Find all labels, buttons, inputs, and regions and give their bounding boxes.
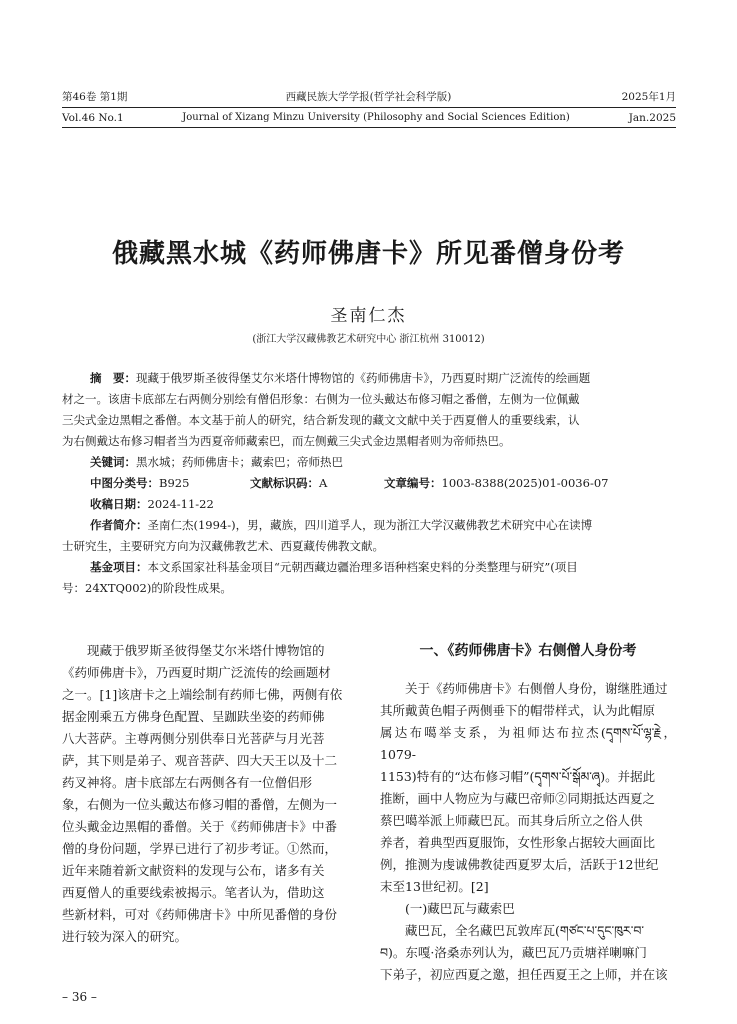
received-label: 收稿日期：	[90, 497, 148, 511]
issue-date-en: Jan.2025	[628, 112, 676, 124]
section-heading: 一、《药师佛唐卡》右侧僧人身份考	[419, 643, 637, 659]
body-line: 象，右侧为一位头戴达布修习帽的番僧，左侧为一	[62, 797, 338, 812]
body-line: 现藏于俄罗斯圣彼得堡艾尔米塔什博物馆的	[87, 643, 325, 658]
bio-text-1: 圣南仁杰(1994-)，男，藏族，四川道孚人，现为浙江大学汉藏佛教艺术研究中心在读博	[147, 518, 593, 532]
bio-line-2: 士研究生，主要研究方向为汉藏佛教艺术、西夏藏传佛教文献。	[62, 539, 384, 553]
fund-text-1: 本文系国家社科基金项目“元朝西藏边疆治理多语种档案史料的分类整理与研究”(项目	[147, 560, 578, 574]
volume-issue-cn: 第46卷 第1期	[62, 91, 128, 103]
article-title: 俄藏黑水城《药师佛唐卡》所见番僧身份考	[111, 239, 625, 269]
body-line: 《药师佛唐卡》，乃西夏时期广泛流传的绘画题材	[62, 665, 331, 680]
abstract-line-4: 为右侧戴达布修习帽者当为西夏帝师藏索巴，而左侧戴三尖式金边黑帽者则为帝师热巴。	[62, 434, 511, 448]
body-right-column	[380, 640, 676, 986]
abstract-line-3: 三尖式金边黑帽之番僧。本文基于前人的研究，结合新发现的藏文文献中关于西夏僧人的重要线索，认	[62, 413, 580, 427]
abstract-block	[62, 368, 676, 599]
keywords-label: 关键词：	[90, 455, 136, 469]
bio-label: 作者简介：	[90, 518, 148, 532]
body-line: 位头戴金边黑帽的番僧。关于《药师佛唐卡》中番	[62, 819, 338, 834]
author-affiliation: (浙江大学汉藏佛教艺术研究中心 浙江杭州 310012)	[252, 334, 485, 345]
body-line: 其所戴黄色帽子两侧垂下的帽带样式，认为此帽原	[380, 703, 656, 718]
fund-label: 基金项目：	[90, 560, 148, 574]
keywords-text: 黑水城；药师佛唐卡；藏索巴；帝师热巴	[136, 455, 343, 469]
body-line: 些新材料，可对《药师佛唐卡》中所见番僧的身份	[62, 907, 338, 922]
abstract-line-2: 材之一。该唐卡底部左右两侧分别绘有僧侣形象：右侧为一位头戴达布修习帽之番僧，左侧为一位佩戴	[62, 392, 580, 406]
page-number: – 36 –	[62, 990, 97, 1004]
body-line: 僧的身份问题，学界已进行了初步考证。①然而，	[62, 841, 338, 856]
body-line: 属达布噶举支系，为祖师达布拉杰(དྭགས་པོ་ལྷ་རྗེ，1079-	[380, 725, 676, 762]
fund-line-2: 号：24XTQ002)的阶段性成果。	[62, 581, 232, 595]
body-line: 近年来随着新文献资料的发现与公布，诸多有关	[62, 863, 325, 878]
classification-line	[62, 473, 676, 494]
body-line: བ)。东嘎·洛桑赤列认为，藏巴瓦乃贡塘祥喇嘛门	[380, 945, 647, 960]
body-line: 下弟子，初应西夏之邀，担任西夏王之上师，并在该	[380, 967, 668, 982]
abstract-label: 摘 要：	[90, 371, 136, 385]
body-line: 末至13世纪初。[2]	[380, 879, 489, 894]
keywords-line	[62, 452, 676, 473]
header-rule-top	[62, 107, 676, 108]
body-line: 进行较为深入的研究。	[62, 929, 188, 944]
body-line: 西夏僧人的重要线索被揭示。笔者认为，借助这	[62, 885, 325, 900]
body-line: 蔡巴噶举派上师藏巴瓦。而其身后所立之俗人供	[380, 813, 643, 828]
body-line: 养者，着典型西夏服饰，女性形象占据较大画面比	[380, 835, 656, 850]
body-line: 推断，画中人物应为与藏巴帝师②同期抵达西夏之	[380, 791, 656, 806]
bio-line-1	[62, 515, 676, 536]
abstract-line-1	[62, 368, 676, 389]
body-line: 据金刚乘五方佛身色配置、呈跏趺坐姿的药师佛	[62, 709, 325, 724]
doc-code-group	[250, 473, 327, 494]
doc-code: A	[319, 476, 328, 490]
journal-name-cn: 西藏民族大学学报(哲学社会科学版)	[285, 91, 452, 103]
body-left-column	[62, 640, 358, 948]
body-line: 1153)特有的“达布修习帽”(དྭགས་པོ་སྒོམ་ཞྭ)。并据此	[380, 769, 656, 784]
volume-issue-en: Vol.46 No.1	[62, 112, 124, 124]
received-date: 2024-11-22	[147, 497, 214, 511]
body-line: 药叉神将。唐卡底部左右两侧各有一位僧侣形	[62, 775, 313, 790]
fund-line-1	[62, 557, 676, 578]
abstract-text-1: 现藏于俄罗斯圣彼得堡艾尔米塔什博物馆的《药师佛唐卡》，乃西夏时期广泛流传的绘画题	[136, 371, 591, 385]
header-rule-bottom	[62, 127, 676, 128]
clc-label: 中图分类号：	[90, 476, 159, 490]
received-line	[62, 494, 676, 515]
issue-date-cn: 2025年1月	[621, 91, 676, 103]
body-line: 关于《药师佛唐卡》右侧僧人身份，谢继胜通过	[405, 681, 668, 696]
doc-code-label: 文献标识码：	[250, 476, 319, 490]
article-number-label: 文章编号：	[384, 476, 442, 490]
subsection-heading: (一)藏巴瓦与藏索巴	[405, 901, 515, 916]
article-number-group	[384, 473, 608, 494]
body-line: 萨，其下则是弟子、观音菩萨、四大天王以及十二	[62, 753, 338, 768]
article-number: 1003-8388(2025)01-0036-07	[441, 476, 609, 490]
body-line: 藏巴瓦，全名藏巴瓦敦库瓦(གཙང་པ་དུང་ཁུར་བ་	[405, 923, 644, 938]
author-name: 圣南仁杰	[330, 306, 407, 326]
body-line: 例，推测为虔诚佛教徒西夏罗太后，活跃于12世纪	[380, 857, 659, 872]
body-line: 八大菩萨。主尊两侧分别供奉日光菩萨与月光菩	[62, 731, 325, 746]
journal-name-en: Journal of Xizang Minzu University (Philosophy and Social Sciences Edition)	[182, 112, 570, 123]
body-line: 之一。[1]该唐卡之上端绘制有药师七佛，两侧有依	[62, 687, 343, 702]
clc-code: B925	[159, 476, 190, 490]
